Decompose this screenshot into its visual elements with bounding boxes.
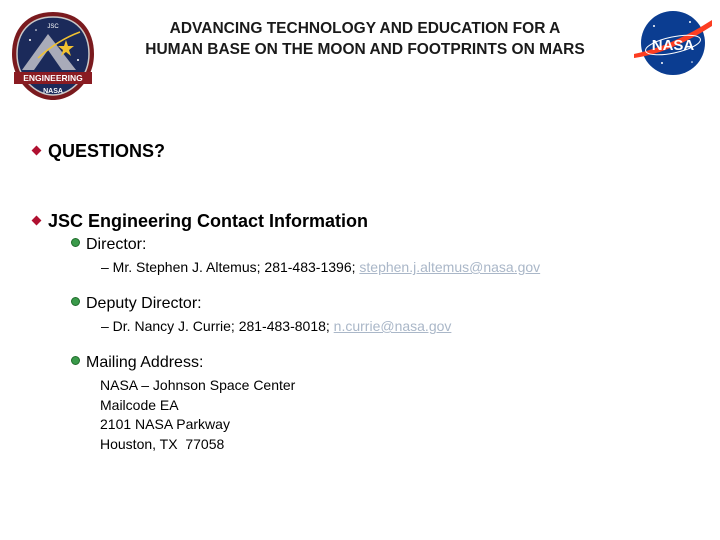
- director-email-link[interactable]: stephen.j.altemus@nasa.gov: [359, 259, 541, 275]
- circle-bullet-icon: [71, 238, 80, 247]
- contact-heading: JSC Engineering Contact Information: [30, 210, 368, 232]
- jsc-engineering-logo-icon: [8, 10, 98, 102]
- title-line-2: HUMAN BASE ON THE MOON AND FOOTPRINTS ON MARS: [145, 41, 585, 58]
- svg-text:JSC: JSC: [47, 24, 59, 30]
- nasa-meatball-logo-icon: [632, 8, 714, 78]
- deputy-email-link[interactable]: n.currie@nasa.gov: [333, 318, 452, 334]
- circle-bullet-icon: [71, 356, 80, 365]
- address-line: Houston, TX 77058: [100, 435, 225, 452]
- deputy-director-label: Deputy Director:: [71, 294, 202, 314]
- page-title: [100, 18, 630, 60]
- svg-text:NASA: NASA: [43, 88, 63, 95]
- svg-text:ENGINEERING: ENGINEERING: [23, 73, 83, 83]
- circle-bullet-icon: [71, 297, 80, 306]
- title-line-1: ADVANCING TECHNOLOGY AND EDUCATION FOR A: [169, 20, 561, 37]
- diamond-bullet-icon: [32, 146, 42, 156]
- diamond-bullet-icon: [32, 216, 42, 226]
- mailing-address-block: [100, 376, 295, 454]
- director-contact: – Mr. Stephen J. Altemus; 281-483-1396; stephen.j.altemus@nasa.gov: [101, 259, 541, 275]
- deputy-director-contact: – Dr. Nancy J. Currie; 281-483-8018; n.currie@nasa.gov: [101, 318, 452, 334]
- address-line: Mailcode EA: [100, 396, 179, 413]
- svg-text:NASA: NASA: [651, 37, 695, 54]
- mailing-address-label: Mailing Address:: [71, 353, 203, 373]
- director-label: Director:: [71, 235, 146, 255]
- questions-bullet: QUESTIONS?: [30, 140, 165, 162]
- address-line: NASA – Johnson Space Center: [100, 377, 296, 393]
- address-line: 2101 NASA Parkway: [100, 416, 230, 432]
